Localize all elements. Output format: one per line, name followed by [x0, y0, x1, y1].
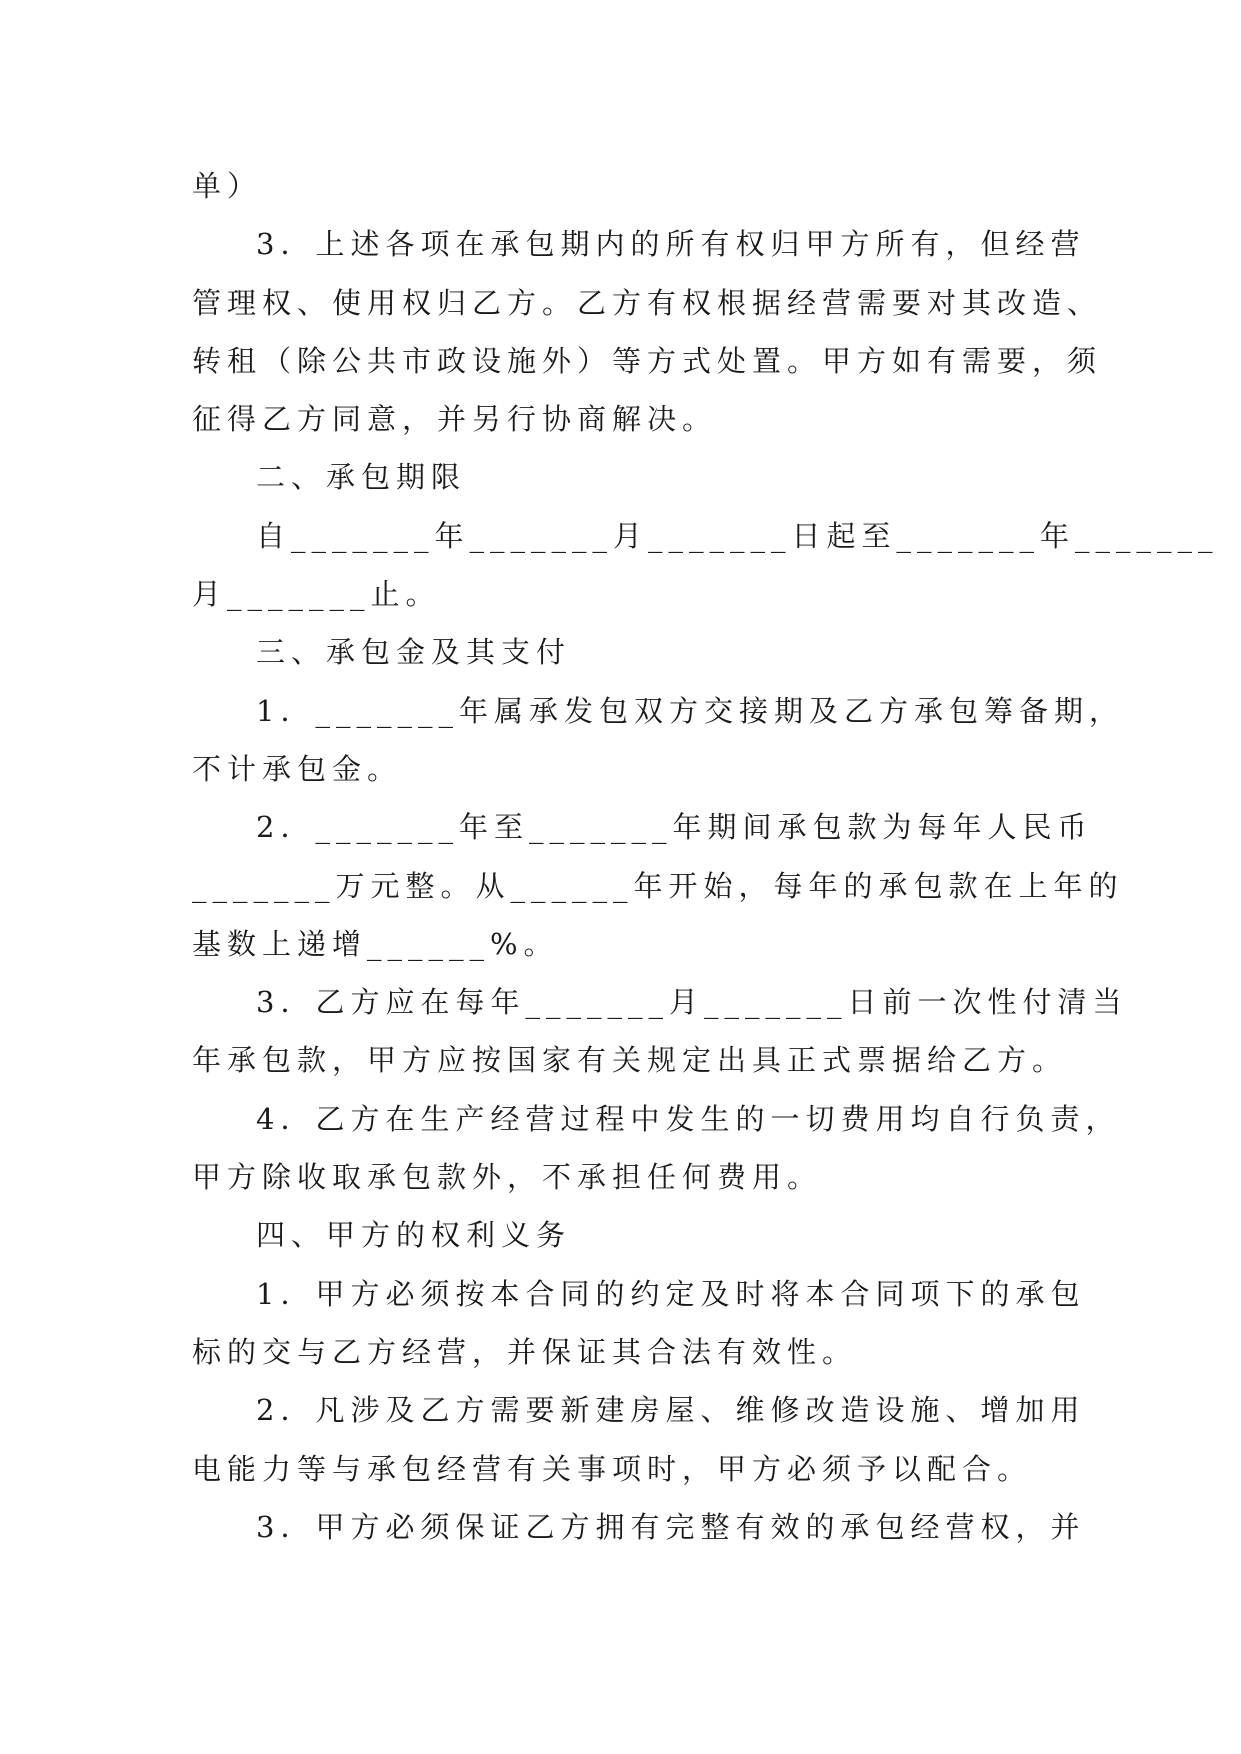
text-line: 2．凡涉及乙方需要新建房屋、维修改造设施、增加用 — [256, 1393, 1086, 1428]
text-line: 单） — [192, 169, 263, 203]
text-line: 月_______止。 — [192, 577, 441, 612]
text-line: 甲方除收取承包款外，不承担任何费用。 — [192, 1160, 823, 1195]
text-line: 四、甲方的权利义务 — [256, 1218, 572, 1253]
text-line: 自_______年_______月_______日起至_______年_______ — [256, 518, 1219, 553]
text-line: 不计承包金。 — [192, 751, 403, 786]
text-line: 1．甲方必须按本合同的约定及时将本合同项下的承包 — [256, 1276, 1086, 1311]
text-line: 标的交与乙方经营，并保证其合法有效性。 — [192, 1334, 858, 1369]
text-line: 管理权、使用权归乙方。乙方有权根据经营需要对其改造、 — [192, 285, 1103, 320]
text-line: 基数上递增______%。 — [192, 926, 559, 961]
text-line: 1．_______年属承发包双方交接期及乙方承包筹备期， — [256, 693, 1124, 728]
text-line: 2．_______年至_______年期间承包款为每年人民币 — [256, 810, 1093, 845]
contract-body-text — [192, 157, 1219, 1556]
text-line: 电能力等与承包经营有关事项时，甲方必须予以配合。 — [192, 1451, 1033, 1486]
text-line: 年承包款，甲方应按国家有关规定出具正式票据给乙方。 — [192, 1043, 1068, 1078]
text-line: 3．上述各项在承包期内的所有权归甲方所有，但经营 — [256, 227, 1086, 262]
text-line: 转租（除公共市政设施外）等方式处置。甲方如有需要，须 — [192, 343, 1103, 378]
text-line: 征得乙方同意，并另行协商解决。 — [192, 402, 718, 437]
text-line: 3．乙方应在每年_______月_______日前一次性付清当 — [256, 985, 1128, 1020]
text-line: 4．乙方在生产经营过程中发生的一切费用均自行负责， — [256, 1101, 1121, 1136]
text-line: 3．甲方必须保证乙方拥有完整有效的承包经营权，并 — [256, 1509, 1086, 1544]
text-line: 二、承包期限 — [256, 460, 467, 495]
text-line: 三、承包金及其支付 — [256, 635, 572, 670]
text-line: _______万元整。从______年开始，每年的承包款在上年的 — [192, 868, 1124, 903]
